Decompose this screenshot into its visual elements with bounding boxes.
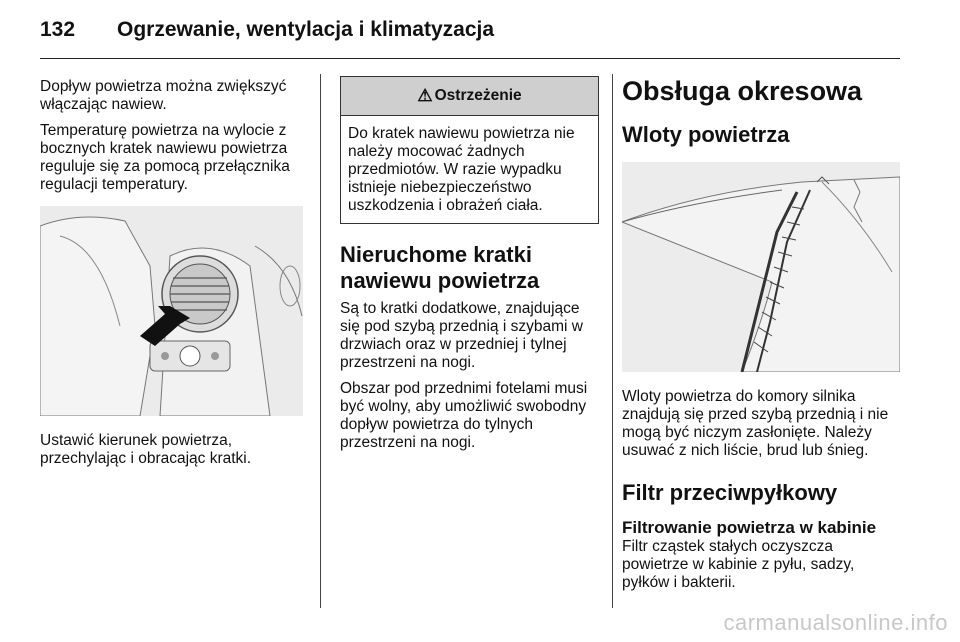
side-vent-illustration	[40, 206, 303, 416]
subheading-cabin-filtration: Filtrowanie powietrza w kabinie	[622, 518, 877, 537]
column-divider-1	[320, 74, 321, 608]
paragraph-air-intakes: Wloty powietrza do komory silnika znajdują się przed szybą przednią i nie mogą być niczym zasłonięte. Należy usuwać z nich liście, brud lub śnieg.	[622, 388, 889, 459]
page-header	[40, 18, 494, 48]
watermark: carmanualsonline.info	[723, 610, 948, 635]
chapter-title: Ogrzewanie, wentylacja i klimatyzacja	[117, 18, 495, 41]
warning-box	[340, 76, 599, 224]
warning-title: Ostrzeżenie	[434, 87, 522, 104]
page-number: 132	[40, 18, 76, 41]
warning-header	[341, 77, 598, 116]
paragraph-temperature: Temperaturę powietrza na wylocie z bocznych kratek nawiewu powietrza reguluje się za pomocą przełącznika regulacji temperatury.	[40, 122, 290, 193]
paragraph-under-seats: Obszar pod przednimi fotelami musi być wolny, aby umożliwić swobodny dopływ powietrza do tylnych przestrzeni na nogi.	[340, 380, 588, 451]
warning-triangle-icon: ⚠	[417, 86, 433, 105]
section-heading-pollen-filter: Filtr przeciwpyłkowy	[622, 480, 838, 505]
air-intake-illustration	[622, 162, 900, 372]
section-heading-fixed-vents: Nieruchome kratki nawiewu powietrza	[340, 242, 540, 293]
paragraph-direction: Ustawić kierunek powietrza, przechylając i obracając kratki.	[40, 432, 252, 467]
column-divider-2	[612, 74, 613, 608]
column-middle	[340, 76, 602, 460]
header-rule	[40, 58, 900, 59]
warning-body: Do kratek nawiewu powietrza nie należy mocować żadnych przedmiotów. W razie wypadku istnieje niebezpieczeństwo uszkodzenia i obrażeń ciała.	[348, 125, 575, 214]
paragraph-airflow: Dopływ powietrza można zwiększyć włączając nawiew.	[40, 78, 287, 113]
column-left	[40, 78, 308, 476]
paragraph-fixed-vents: Są to kratki dodatkowe, znajdujące się pod szybą przednią i szybami w drzwiach oraz w przedniej i tylnej przestrzeni na nogi.	[340, 300, 583, 371]
section-heading-air-intakes: Wloty powietrza	[622, 122, 790, 147]
column-right	[622, 76, 902, 600]
paragraph-filter: Filtr cząstek stałych oczyszcza powietrze w kabinie z pyłu, sadzy, pyłków i bakterii.	[622, 538, 855, 591]
section-heading-maintenance: Obsługa okresowa	[622, 76, 863, 106]
